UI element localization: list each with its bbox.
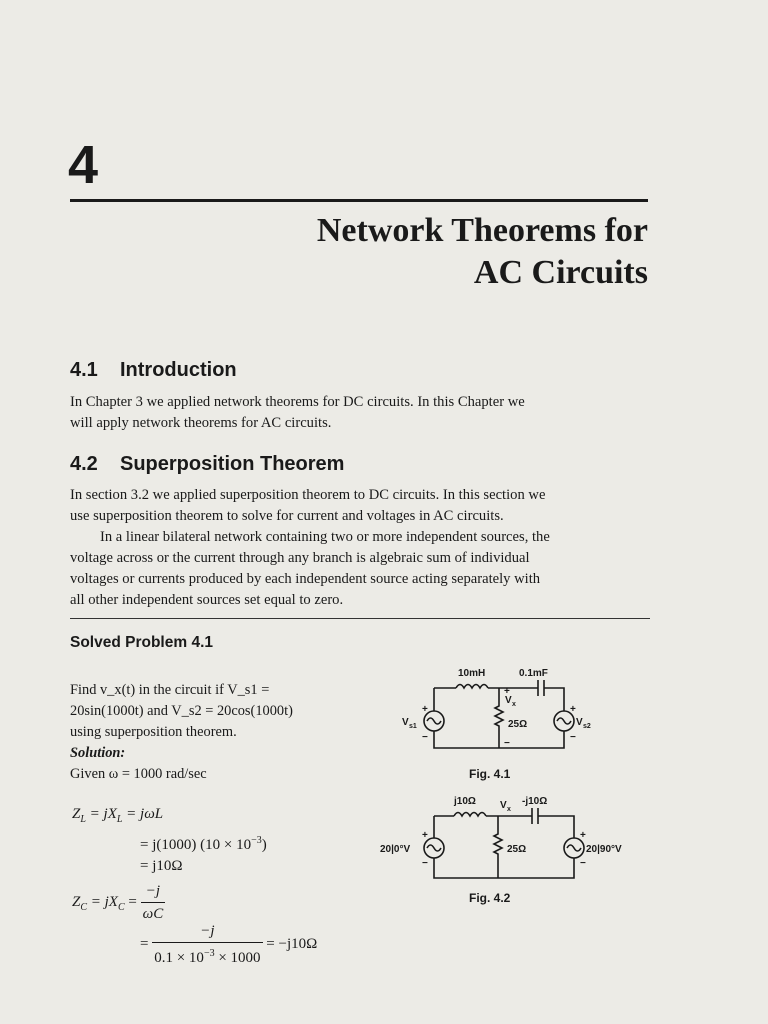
chapter-number: 4 [68, 135, 99, 195]
superposition-paragraph [70, 485, 650, 611]
text-line: all other independent sources set equal to zero. [70, 592, 344, 608]
fig2-vx-label: V [500, 800, 507, 811]
fig2-right-source-label: 20|90°V [586, 844, 622, 855]
zc-step-numerator: −j [152, 920, 262, 943]
chapter-title-line1: Network Theorems for [316, 212, 648, 249]
fig2-capacitor-label: -j10Ω [522, 796, 548, 807]
zc-step-equals: = [140, 935, 149, 952]
fig1-vs2-label: V [576, 717, 583, 728]
chapter-rule [70, 199, 648, 202]
section-title: Introduction [120, 359, 237, 381]
fig2-left-source-label: 20|0°V [380, 844, 411, 855]
section-title: Superposition Theorem [120, 453, 345, 475]
text-line: voltages or currents produced by each independent source acting separately with [70, 571, 541, 587]
zl-equation [72, 803, 163, 831]
fig1-vs1-minus: − [422, 732, 428, 743]
resistor-25 [494, 816, 502, 878]
fig1-vs1-label: V [402, 717, 409, 728]
zc-result: = −j10Ω [266, 935, 318, 952]
zc-step-denominator [152, 943, 262, 969]
circuit-fig-4-2 [378, 794, 634, 888]
fig2-left-minus: − [422, 858, 428, 869]
zc-step-fraction [152, 920, 262, 969]
zl-expr2: = jωL [126, 806, 164, 822]
ac-wave-icon [427, 845, 441, 851]
zc-equation [72, 880, 165, 925]
fig1-vx-label: V [505, 695, 512, 706]
fig1-vx-minus: − [504, 738, 510, 749]
fig1-vs2-minus: − [570, 732, 576, 743]
zl-expr1: = jX [89, 806, 117, 822]
ac-wave-icon [567, 845, 581, 851]
zc-equals: = [128, 893, 137, 910]
zc-subscript: C [80, 901, 88, 913]
fig1-vs2-sub: s2 [583, 723, 591, 730]
zc-symbol: Z [72, 893, 81, 910]
solution-label: Solution: [70, 745, 126, 761]
zl-symbol: Z [72, 806, 81, 822]
figure-caption-4-1: Fig. 4.1 [469, 767, 511, 781]
section-rule [70, 618, 650, 619]
problem-line: 20sin(1000t) and V_s2 = 20cos(1000t) [70, 703, 293, 719]
zc-step-den-a: 0.1 × 10 [154, 950, 204, 966]
problem-line: using superposition theorem. [70, 724, 237, 740]
wire [434, 858, 574, 878]
fig1-vs2-plus: + [570, 704, 576, 715]
capacitor-plates [538, 680, 544, 696]
fig1-vx-plus: + [504, 686, 510, 697]
fig2-right-plus: + [580, 830, 586, 841]
wire [538, 816, 574, 838]
fig1-capacitor-label: 0.1mF [519, 668, 548, 679]
chapter-title-line2: AC Circuits [473, 254, 648, 291]
section-heading-superposition [70, 452, 344, 476]
resistor-25 [495, 688, 503, 748]
fig1-vs1-plus: + [422, 704, 428, 715]
problem-statement [70, 680, 358, 785]
fig1-resistor-label: 25Ω [508, 719, 528, 730]
zl-step-text: = j(1000) (10 × 10 [140, 837, 252, 853]
text-line: use superposition theorem to solve for current and voltages in AC circuits. [70, 508, 504, 524]
text-line: In Chapter 3 we applied network theorems for DC circuits. In this Chapter we [70, 394, 525, 410]
text-line [70, 527, 650, 548]
chapter-title [317, 210, 648, 294]
zc-step-den-exp: −3 [203, 948, 215, 959]
zc-numerator: −j [141, 880, 166, 903]
section-number: 4.1 [70, 359, 98, 381]
zl-result: = j10Ω [140, 858, 183, 874]
section-heading-introduction [70, 358, 237, 382]
ac-wave-icon [427, 718, 441, 724]
ac-wave-icon [557, 718, 571, 724]
zl-subscript: L [80, 814, 86, 825]
fig2-resistor-label: 25Ω [507, 844, 527, 855]
zc-step-den-b: × 1000 [214, 950, 261, 966]
text-line: voltage across or the current through any branch is algebraic sum of individual [70, 550, 530, 566]
circuit-fig-4-1 [396, 666, 616, 766]
fig2-inductor-label: j10Ω [454, 796, 476, 807]
given-line: Given ω = 1000 rad/sec [70, 766, 207, 782]
problem-line: Find v_x(t) in the circuit if V_s1 = [70, 682, 270, 698]
intro-paragraph [70, 392, 650, 434]
zc-subscript: C [117, 901, 125, 913]
zl-step-tail: ) [261, 837, 267, 853]
text-line-content: In a linear bilateral network containing two or more independent sources, the [100, 529, 550, 545]
fig1-inductor-label: 10mH [458, 668, 486, 679]
capacitor-plates [532, 808, 538, 824]
section-number: 4.2 [70, 453, 98, 475]
fig2-left-plus: + [422, 830, 428, 841]
fig2-vx-sub: x [507, 806, 511, 813]
zl-step-exp: −3 [251, 835, 262, 846]
fig2-right-minus: − [580, 858, 586, 869]
inductor-coil [456, 685, 488, 689]
figure-caption-4-2: Fig. 4.2 [469, 891, 511, 905]
fig1-vs1-sub: s1 [409, 723, 417, 730]
wire [544, 688, 564, 711]
text-line: In section 3.2 we applied superposition theorem to DC circuits. In this section we [70, 487, 546, 503]
fig1-vx-sub: x [512, 701, 516, 708]
inductor-coil [454, 813, 486, 817]
zc-expr1: = jX [90, 893, 118, 910]
zl-step [140, 830, 267, 856]
zc-step [140, 920, 317, 969]
text-line: will apply network theorems for AC circuits. [70, 415, 332, 431]
zc-denominator: ωC [142, 906, 164, 922]
zc-fraction [141, 880, 166, 925]
zl-subscript: L [116, 814, 123, 825]
solved-problem-heading: Solved Problem 4.1 [70, 634, 213, 651]
